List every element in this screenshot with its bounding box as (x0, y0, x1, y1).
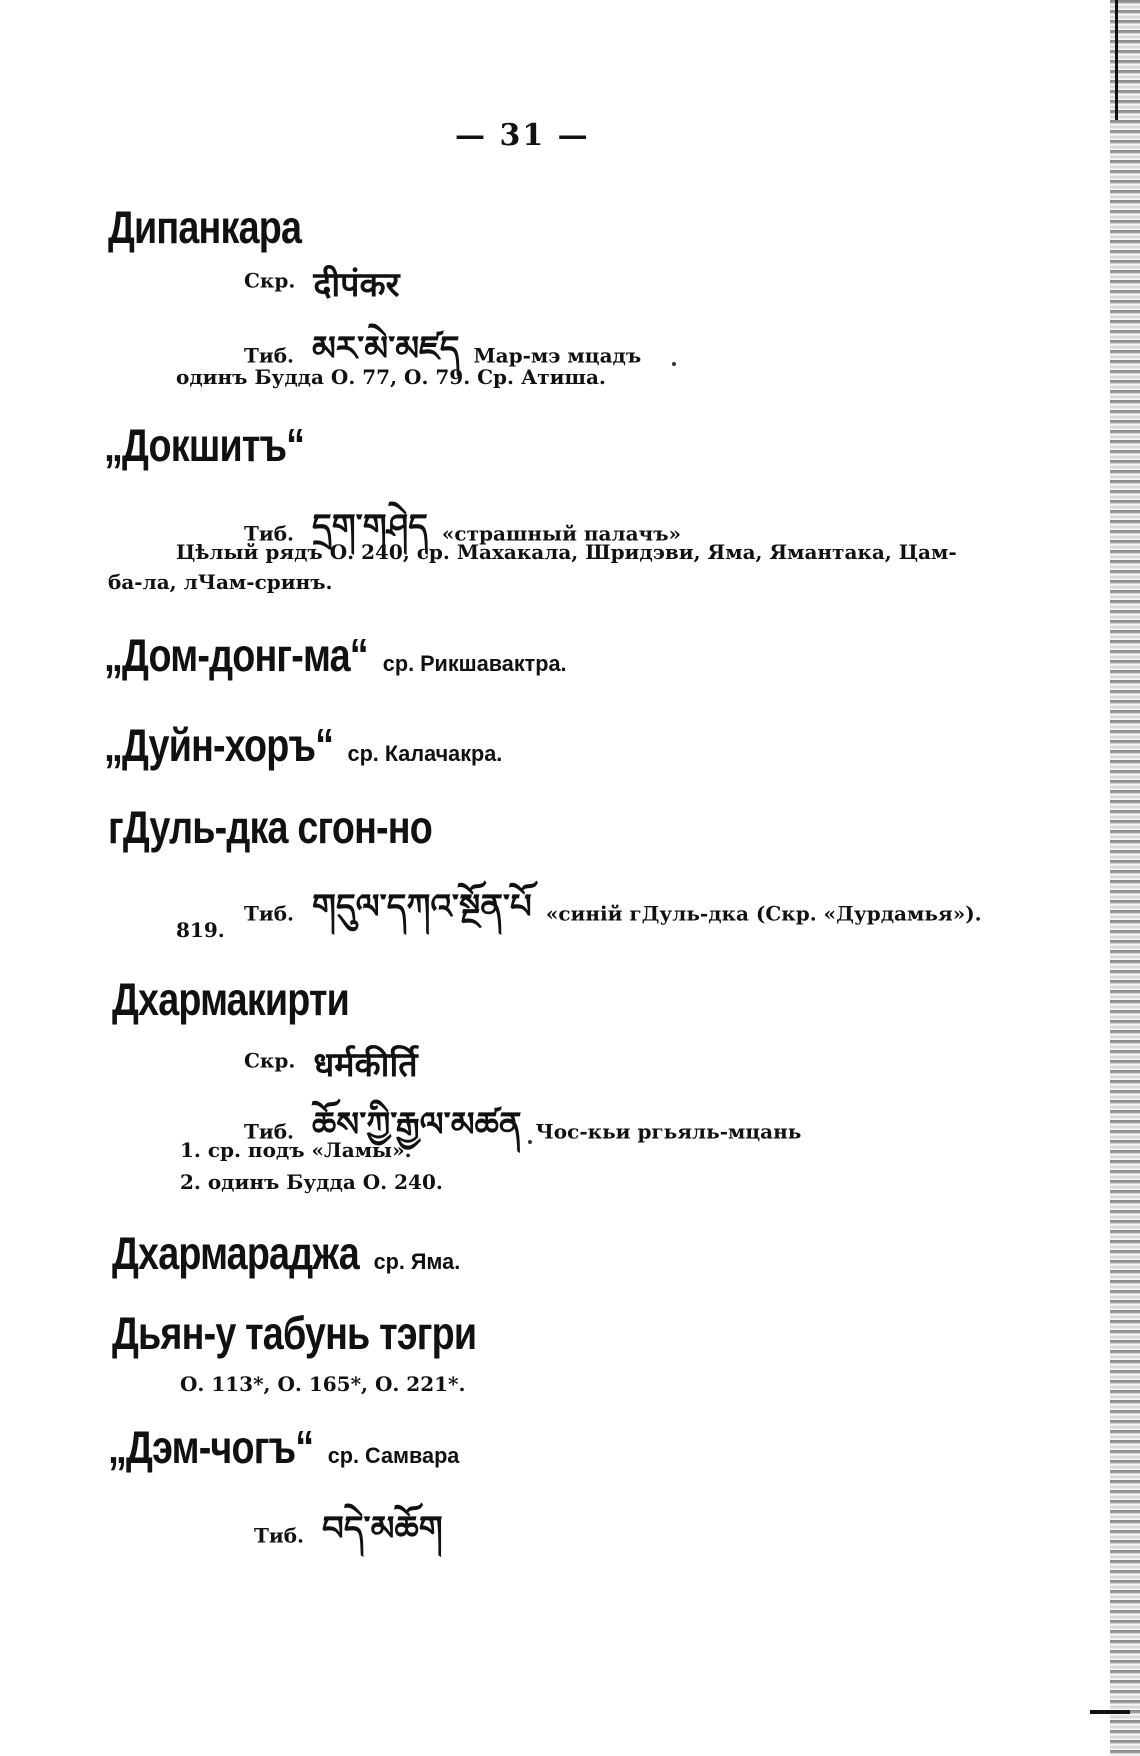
scan-edge-mark (1090, 1710, 1130, 1714)
tib-line-dharmakirti (244, 1086, 801, 1182)
note-gdulka: 819. (176, 918, 225, 942)
note-dokshit-line1: Цѣлый рядъ О. 240, ср. Махакала, Шридэви, Яма, Ямантака, Цам- (176, 540, 957, 564)
headword-text: Дхармараджа (112, 1227, 359, 1279)
tibetan-text: གདུལ་དཀའ་སྔོན་པོ (312, 887, 532, 927)
skr-line-dharmakirti (244, 1040, 432, 1086)
headword-dipankara: Дипанкара (108, 201, 302, 253)
headword-dokshit: „Докшитъ“ (104, 419, 305, 471)
cross-ref: ср. Яма. (373, 1249, 461, 1274)
tib-line-demchog (254, 1490, 457, 1586)
tib-label: Тиб. (254, 1523, 305, 1548)
scan-edge-line (1115, 0, 1118, 120)
cross-ref: ср. Рикшавактра. (382, 651, 567, 676)
headword-domdongma (104, 628, 567, 682)
headword-demchog (108, 1420, 460, 1474)
ink-speck (528, 1140, 532, 1144)
cross-ref: ср. Калачакра. (347, 741, 503, 766)
headword-dharmakirti: Дхармакирти (112, 973, 350, 1025)
devanagari-text: धर्मकीर्ति (313, 1045, 418, 1085)
tibetan-text: བདེ་མཆོག (322, 1509, 443, 1549)
skr-label: Скр. (244, 1048, 296, 1073)
cross-ref: ср. Самвара (328, 1443, 460, 1468)
tib-gloss: «синій гДуль-дка (Скр. «Дурдамья»). (545, 901, 982, 926)
tib-label: Тиб. (244, 1119, 295, 1144)
tibetan-text: ཆོས་ཀྱི་རྒྱལ་མཚན (312, 1105, 522, 1145)
note-dharmakirti-1: 1. ср. подъ «Ламы». (180, 1138, 412, 1162)
tibetan-text: དྲག་གཤེད (312, 507, 428, 547)
tib-gloss: Мар-мэ мцадъ (473, 343, 642, 368)
devanagari-text: दीपंकर (313, 265, 400, 305)
headword-duinhor (104, 718, 503, 772)
tib-label: Тиб. (244, 901, 295, 926)
note-dipankara: одинъ Будда О. 77, О. 79. Ср. Атиша. (176, 365, 606, 389)
headword-text: „Дуйн-хоръ“ (104, 719, 334, 771)
note-dokshit-line2: ба-ла, лЧам-сринъ. (108, 570, 333, 594)
headword-text: „Дэм-чогъ“ (108, 1421, 314, 1473)
page-number: — 31 — (455, 118, 590, 153)
headword-dyan: Дьян-у табунь тэгри (112, 1307, 477, 1359)
tibetan-text: མར་མེ་མཛད (312, 329, 460, 369)
skr-line-dipankara (244, 260, 414, 306)
note-dyan: О. 113*, О. 165*, О. 221*. (180, 1372, 466, 1396)
headword-gdulka: гДуль-дка сгон-но (108, 801, 432, 853)
headword-text: „Дом-донг-ма“ (104, 629, 368, 681)
tib-label: Тиб. (244, 521, 295, 546)
skr-label: Скр. (244, 268, 296, 293)
headword-dharmaradzha (112, 1226, 461, 1280)
tib-line-dipankara (244, 310, 641, 406)
note-dharmakirti-2: 2. одинъ Будда О. 240. (180, 1170, 443, 1194)
tib-gloss: Чос-кьи ргьяль-мцань (535, 1119, 802, 1144)
ink-speck (672, 362, 676, 366)
scan-edge-shadow (1110, 0, 1140, 1756)
tib-label: Тиб. (244, 343, 295, 368)
tib-gloss: «страшный палачъ» (441, 521, 682, 546)
tib-line-gdulka (244, 868, 982, 964)
